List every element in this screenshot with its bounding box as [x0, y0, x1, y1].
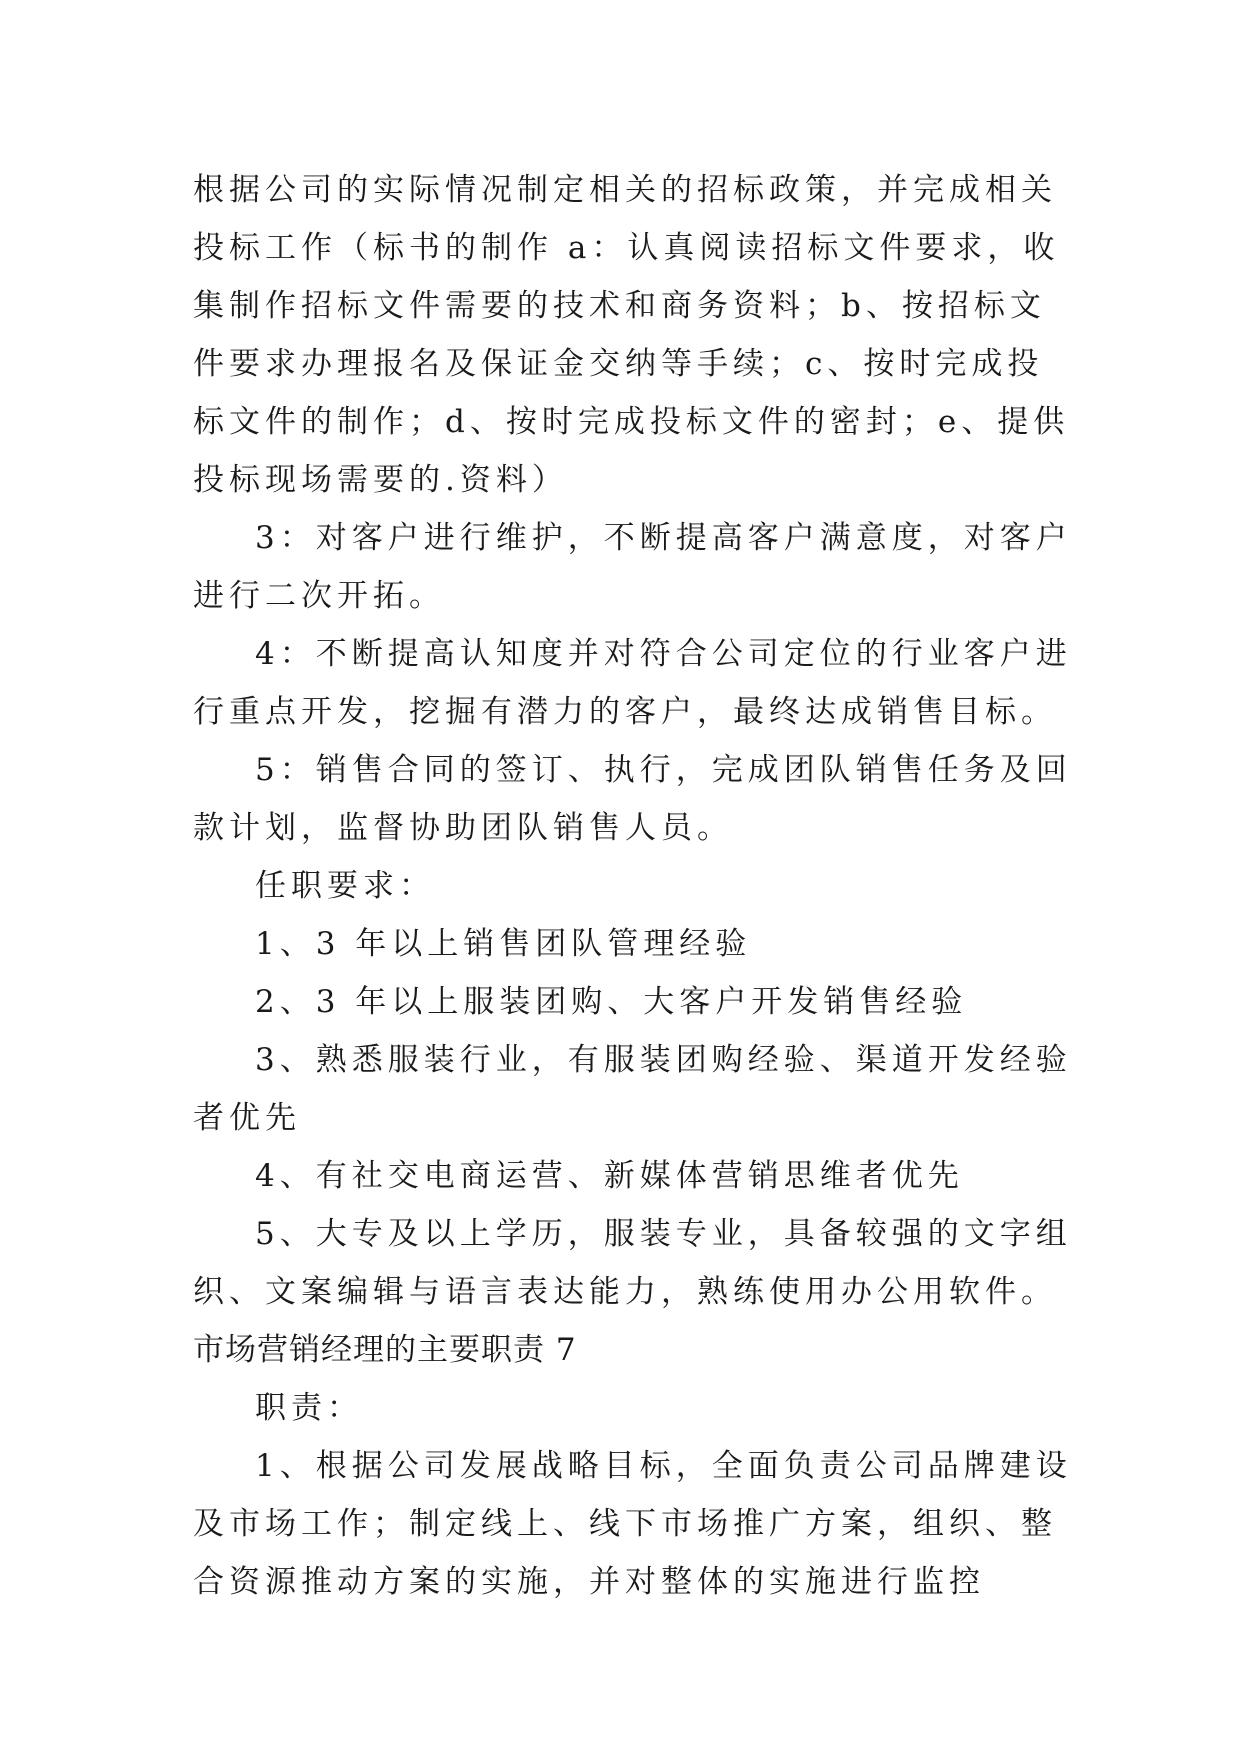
- requirement-3: 3、熟悉服装行业，有服装团购经验、渠道开发经验者优先: [193, 1042, 1072, 1136]
- paragraph-bidding: 根据公司的实际情况制定相关的招标政策，并完成相关投标工作（标书的制作 a：认真阅读招标文件要求，收集制作招标文件需要的技术和商务资料；b、按招标文件要求办理报名及保证金交纳等手续；c、按时完成投标文件的制作；d、按时完成投标文件的密封；e、提供投标现场需要的.资料）: [193, 172, 1070, 498]
- requirement-5: 5、大专及以上学历，服装专业，具备较强的文字组织、文案编辑与语言表达能力，熟练使用办公用软件。: [193, 1216, 1072, 1310]
- section-heading: 市场营销经理的主要职责 7: [193, 1332, 577, 1368]
- requirements-label: 任职要求：: [255, 868, 435, 904]
- requirement-4: 4、有社交电商运营、新媒体营销思维者优先: [255, 1158, 964, 1194]
- duties-label: 职责：: [255, 1390, 363, 1426]
- requirement-1: 1、3 年以上销售团队管理经验: [255, 926, 752, 962]
- paragraph-item-4: 4：不断提高认知度并对符合公司定位的行业客户进行重点开发，挖掘有潜力的客户，最终达成销售目标。: [193, 636, 1072, 730]
- requirement-2: 2、3 年以上服装团购、大客户开发销售经验: [255, 984, 968, 1020]
- document-body: [193, 161, 1073, 1611]
- paragraph-item-5: 5：销售合同的签订、执行，完成团队销售任务及回款计划，监督协助团队销售人员。: [193, 752, 1072, 846]
- duty-1: 1、根据公司发展战略目标，全面负责公司品牌建设及市场工作；制定线上、线下市场推广方案，组织、整合资源推动方案的实施，并对整体的实施进行监控: [193, 1448, 1072, 1600]
- paragraph-item-3: 3：对客户进行维护，不断提高客户满意度，对客户进行二次开拓。: [193, 520, 1072, 614]
